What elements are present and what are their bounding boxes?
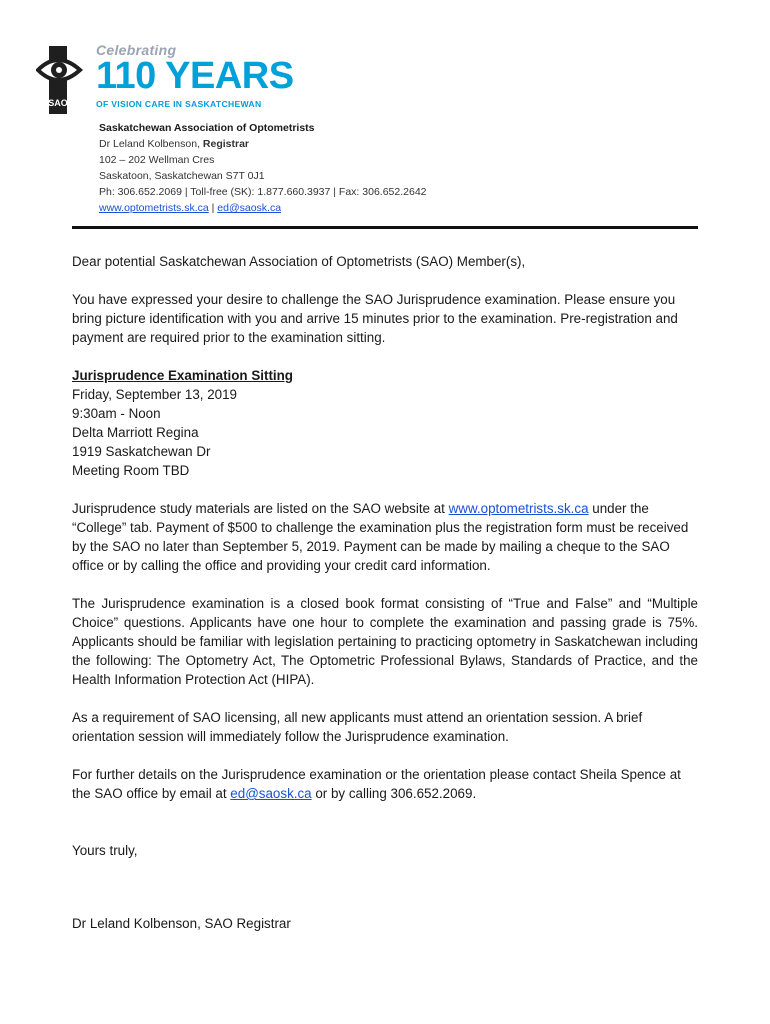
sitting-room: Meeting Room TBD	[72, 463, 190, 478]
letterhead	[99, 120, 427, 216]
org-name: Saskatchewan Association of Optometrists	[99, 122, 315, 134]
header-divider	[72, 226, 698, 229]
contact-email-link[interactable]: ed@saosk.ca	[230, 786, 312, 801]
logo-subline: OF VISION CARE IN SASKATCHEWAN	[96, 99, 262, 109]
website-link[interactable]: www.optometrists.sk.ca	[99, 202, 209, 214]
sitting-address: 1919 Saskatchewan Dr	[72, 444, 211, 459]
signature-line: Dr Leland Kolbenson, SAO Registrar	[72, 916, 291, 931]
registrar-line	[99, 136, 427, 152]
sitting-date: Friday, September 13, 2019	[72, 387, 237, 402]
registrar-name: Dr Leland Kolbenson,	[99, 138, 203, 150]
contact-text-a: For further details on the Jurisprudence examination or the orientation please contact Sheila Spence at the SAO office by email at	[72, 767, 681, 801]
materials-text-a: Jurisprudence study materials are listed on the SAO website at	[72, 501, 449, 516]
eye-pupil	[56, 67, 62, 73]
materials-text-b: under the “College” tab. Payment of $500 to challenge the examination plus the registration form must be received by the SAO no later than September 5, 2019. Payment can be made by mailing a cheque to the SAO office or by calling the office and providing your credit card information.	[72, 501, 689, 573]
exam-sitting	[72, 366, 698, 480]
registrar-title: Registrar	[202, 138, 250, 150]
address-line-1: 102 – 202 Wellman Cres	[99, 154, 215, 166]
sitting-venue: Delta Marriott Regina	[72, 425, 199, 440]
logo-headline: 110 YEARS	[96, 55, 294, 97]
salutation: Dear potential Saskatchewan Association of Optometrists (SAO) Member(s),	[72, 254, 526, 269]
paragraph-contact	[72, 765, 698, 803]
materials-website-link[interactable]: www.optometrists.sk.ca	[448, 501, 589, 516]
closing: Yours truly,	[72, 843, 138, 858]
paragraph-orientation: As a requirement of SAO licensing, all new applicants must attend an orientation session. A brief orientation session will immediately follow the Jurisprudence examination.	[72, 710, 643, 744]
paragraph-materials	[72, 499, 698, 575]
email-link[interactable]: ed@saosk.ca	[217, 202, 282, 214]
link-separator: |	[208, 202, 218, 214]
phone-line: Ph: 306.652.2069 | Toll-free (SK): 1.877.660.3937 | Fax: 306.652.2642	[99, 186, 427, 198]
paragraph-format: The Jurisprudence examination is a closed book format consisting of “True and False” and “Multiple Choice” questions. Applicants have one hour to complete the examination and passing grade is 75%. Applicants should be familiar with legislation pertaining to practicing optometry in Saskatchewan including the following: The Optometry Act, The Optometric Professional Bylaws, Standards of Practice, and the Health Information Protection Act (HIPA).	[72, 596, 698, 687]
address-line-2: Saskatoon, Saskatchewan S7T 0J1	[99, 170, 265, 182]
letter-body	[72, 252, 698, 822]
sitting-heading: Jurisprudence Examination Sitting	[72, 368, 293, 383]
sitting-time: 9:30am - Noon	[72, 406, 161, 421]
contact-links	[99, 200, 427, 216]
contact-text-b: or by calling 306.652.2069.	[311, 786, 477, 801]
logo-tagline: Celebrating	[96, 42, 177, 58]
paragraph-intro: You have expressed your desire to challenge the SAO Jurisprudence examination. Please ensure you bring picture identification with you and arrive 15 minutes prior to the examination. Pre-registration and payment are required prior to the examination sitting.	[72, 292, 678, 345]
logo-badge-text: SAO	[48, 98, 68, 108]
